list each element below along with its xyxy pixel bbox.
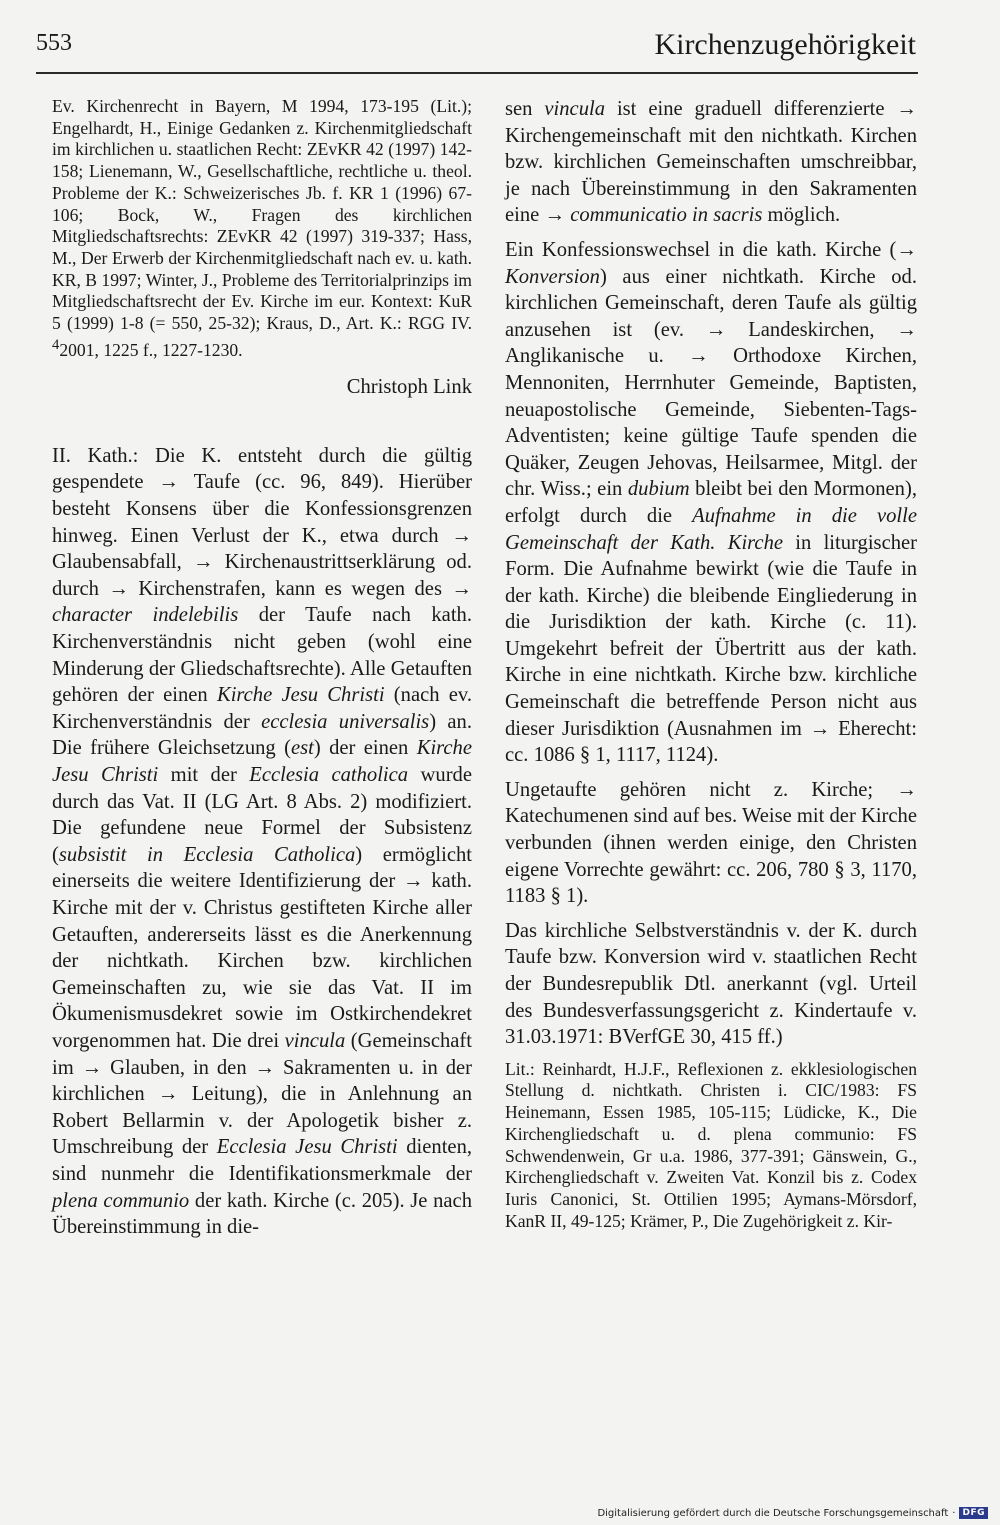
footer-credit: Digitalisierung gefördert durch die Deutsche Forschungsgemeinschaft: [597, 1507, 949, 1519]
author-signature: Christoph Link: [346, 376, 472, 399]
bibliography-continued: Ev. Kirchenrecht in Bayern, M 1994, 173-195 (Lit.); Engelhardt, H., Einige Gedanken z. Kirchenmitgliedschaft im kirchlichen u. staatlichen Recht: ZEvKR 42 (1997) 142-158; Lienemann, W., Gesellschaftliche, rechtliche u. theol. Probleme der K.: Schweizerisches Jb. f. KR 1 (1996) 67-106; Bock, W., Fragen des kirchlichen Mitgliedschaftsrechts: ZEvKR 42 (1997) 319-337; Hass, M., Der Erwerb der Kirchenmitgliedschaft nach ev. u. kath. KR, B 1997; Winter, J., Probleme des Territorialprinzips im Mitgliedschaftsrecht der Ev. Kirche im eur. Kontext: KuR 5 (1999) 1-8 (= 550, 25-32); Kraus, D., Art. K.: RGG IV. $^4$2001, 1225 f., 1227-1230.: [52, 96, 472, 360]
page-number: 553: [36, 30, 72, 56]
literature-list: Lit.: Reinhardt, H.J.F., Reflexionen z. ekklesiologischen Stellung d. nichtkath. Christen i. CIC/1983: FS Heinemann, Essen 1985, 105-115; Lüdicke, K., Die Kirchengliedschaft u. d. plena communio: FS Schwendenwein, Gr u.a. 1986, 377-391; Gänswein, G., Kirchengliedschaft v. Zweiten Vat. Konzil bis z. Codex Iuris Canonici, St. Ottilien 1995; Aymans-Mörsdorf, KanR II, 49-125; Krämer, P., Die Zugehörigkeit z. Kir-: [505, 1058, 917, 1231]
running-header: [36, 30, 916, 66]
paragraph-staatliches-recht: Das kirchliche Selbstverständnis v. der K. durch Taufe bzw. Konversion wird v. staatlichen Recht der Bundesrepublik Dtl. anerkannt (vgl. Urteil des Bundesverfassungsgericht z. Kindertaufe v. 31.03.1971: BVerfGE 30, 415 ff.): [505, 919, 917, 1049]
paragraph-vincula: sen vincula ist eine graduell differenzierte → Kirchengemeinschaft mit den nichtkath. Kirchen bzw. kirchlichen Gemeinschaften umschreibbar, je nach Übereinstimmung in den Sakramenten eine → communicatio in sacris möglich.: [505, 98, 917, 227]
digitization-footer: Digitalisierung gefördert durch die Deutsche Forschungsgemeinschaft · DFG: [597, 1507, 988, 1519]
left-column: [52, 96, 472, 1241]
paragraph-ungetaufte: Ungetaufte gehören nicht z. Kirche; → Katechumenen sind auf bes. Weise mit der Kirche verbunden (ihnen werden einige, den Christen eigene Vorrechte gewährt: cc. 206, 780 § 3, 1170, 1183 § 1).: [505, 778, 917, 908]
right-column: [505, 96, 917, 1232]
section-catholic: II. Kath.: Die K. entsteht durch die gültig gespendete → Taufe (cc. 96, 849). Hierüber besteht Konsens über die Konfessionsgrenzen hinweg. Einen Verlust der K., etwa durch → Glaubensabfall, → Kirchenaustrittserklärung od. durch → Kirchenstrafen, kann es wegen des → character indelebilis der Taufe nach kath. Kirchenverständnis nicht geben (wohl eine Minderung der Gliedschaftsrechte). Alle Getauften gehören der einen Kirche Jesu Christi (nach ev. Kirchenverständnis der ecclesia universalis) an. Die frühere Gleichsetzung (est) der einen Kirche Jesu Christi mit der Ecclesia catholica wurde durch das Vat. II (LG Art. 8 Abs. 2) modifiziert. Die gefundene neue Formel der Subsistenz (subsistit in Ecclesia Catholica) ermöglicht einerseits die weitere Identifizierung der → kath. Kirche mit der v. Christus gestifteten Kirche aller Getauften, andererseits lässt es die Anerkennung der nichtkath. Kirchen bzw. kirchlichen Gemeinschaften zu, wie sie das Vat. II im Ökumenismusdekret sowie im Ostkirchendekret vorgenommen hat. Die drei vincula (Gemeinschaft im → Glauben, in den → Sakramenten u. in der kirchlichen → Leitung), die in Anlehnung an Robert Bellarmin v. der Apologetik bisher z. Umschreibung der Ecclesia Jesu Christi dienten, sind nunmehr die Identifikationsmerkmale der plena communio der kath. Kirche (c. 205). Je nach Übereinstimmung in die-: [52, 444, 473, 1239]
dfg-logo: DFG: [959, 1507, 988, 1519]
header-rule: [36, 72, 918, 74]
paragraph-konfessionswechsel: Ein Konfessionswechsel in die kath. Kirche (→ Konversion) aus einer nichtkath. Kirche od. kirchlichen Gemeinschaft, deren Taufe als gültig anzusehen ist (ev. → Landeskirchen, → Anglikanische u. → Orthodoxe Kirchen, Mennoniten, Herrnhuter Gemeinde, Baptisten, neuapostolische Gemeinde, Siebenten-Tags-Adventisten; keine gültige Taufe spenden die Quäker, Zeugen Jehovas, Heilsarmee, Mitgl. der chr. Wiss.; ein dubium bleibt bei den Mormonen), erfolgt durch die Aufnahme in die volle Gemeinschaft der Kath. Kirche in liturgischer Form. Die Aufnahme bewirkt (wie die Taufe in der kath. Kirche) die bleibende Eingliederung in die Jurisdiktion der kath. Kirche (c. 11). Umgekehrt befreit der Übertritt aus der kath. Kirche in eine nichtkath. Kirche bzw. kirchliche Gemeinschaft die betreffende Person nicht aus dieser Jurisdiktion (Ausnahmen im → Eherecht: cc. 1086 § 1, 1117, 1124).: [505, 238, 918, 767]
running-title: Kirchenzugehörigkeit: [654, 28, 916, 61]
